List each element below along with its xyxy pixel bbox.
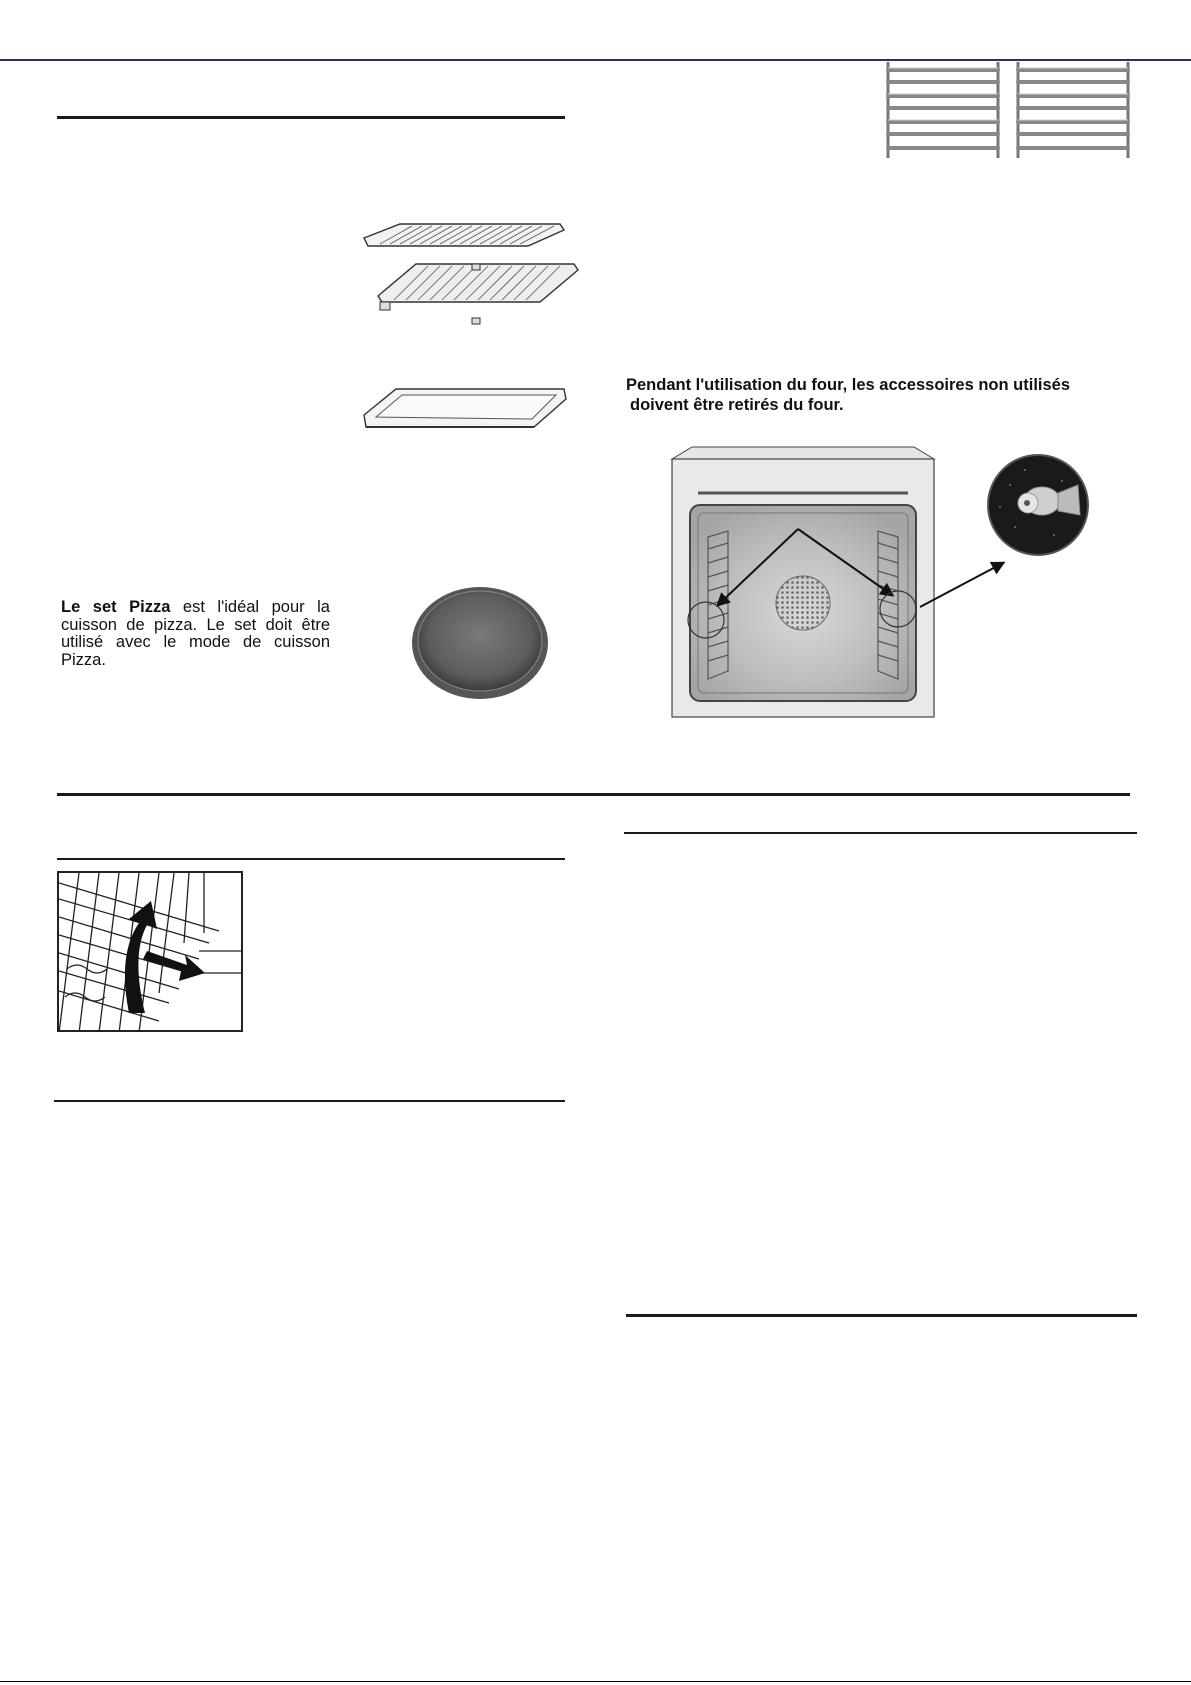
subsection-rule-right-2 [626, 1314, 1137, 1317]
section-rule-main [57, 793, 1130, 796]
oven-interior-diagram [670, 445, 1090, 720]
subsection-rule-right-1 [624, 832, 1137, 834]
subsection-rule-left-2 [54, 1100, 565, 1102]
removal-note-line-2: doivent être retirés du four. [630, 396, 844, 414]
pizza-set-description [61, 599, 330, 669]
pizza-set-text: est l'idéal pour la cuisson de pizza. Le set doit être utilisé avec le mode de cuisson Pizza. [61, 598, 330, 669]
wire-grill-image [360, 218, 580, 338]
subsection-rule-left-1 [57, 858, 565, 860]
baking-tray-image [362, 385, 568, 435]
footer-rule [0, 1681, 1191, 1682]
shelf-rails-image [880, 60, 1135, 160]
pizza-pan-image [410, 585, 550, 701]
section-rule-accessories [57, 116, 565, 119]
rack-removal-image [57, 871, 243, 1032]
pizza-set-label: Le set Pizza [61, 598, 171, 616]
accessory-removal-note [626, 375, 1126, 415]
removal-note-line-1: Pendant l'utilisation du four, les accessoires non utilisés [626, 376, 1071, 394]
